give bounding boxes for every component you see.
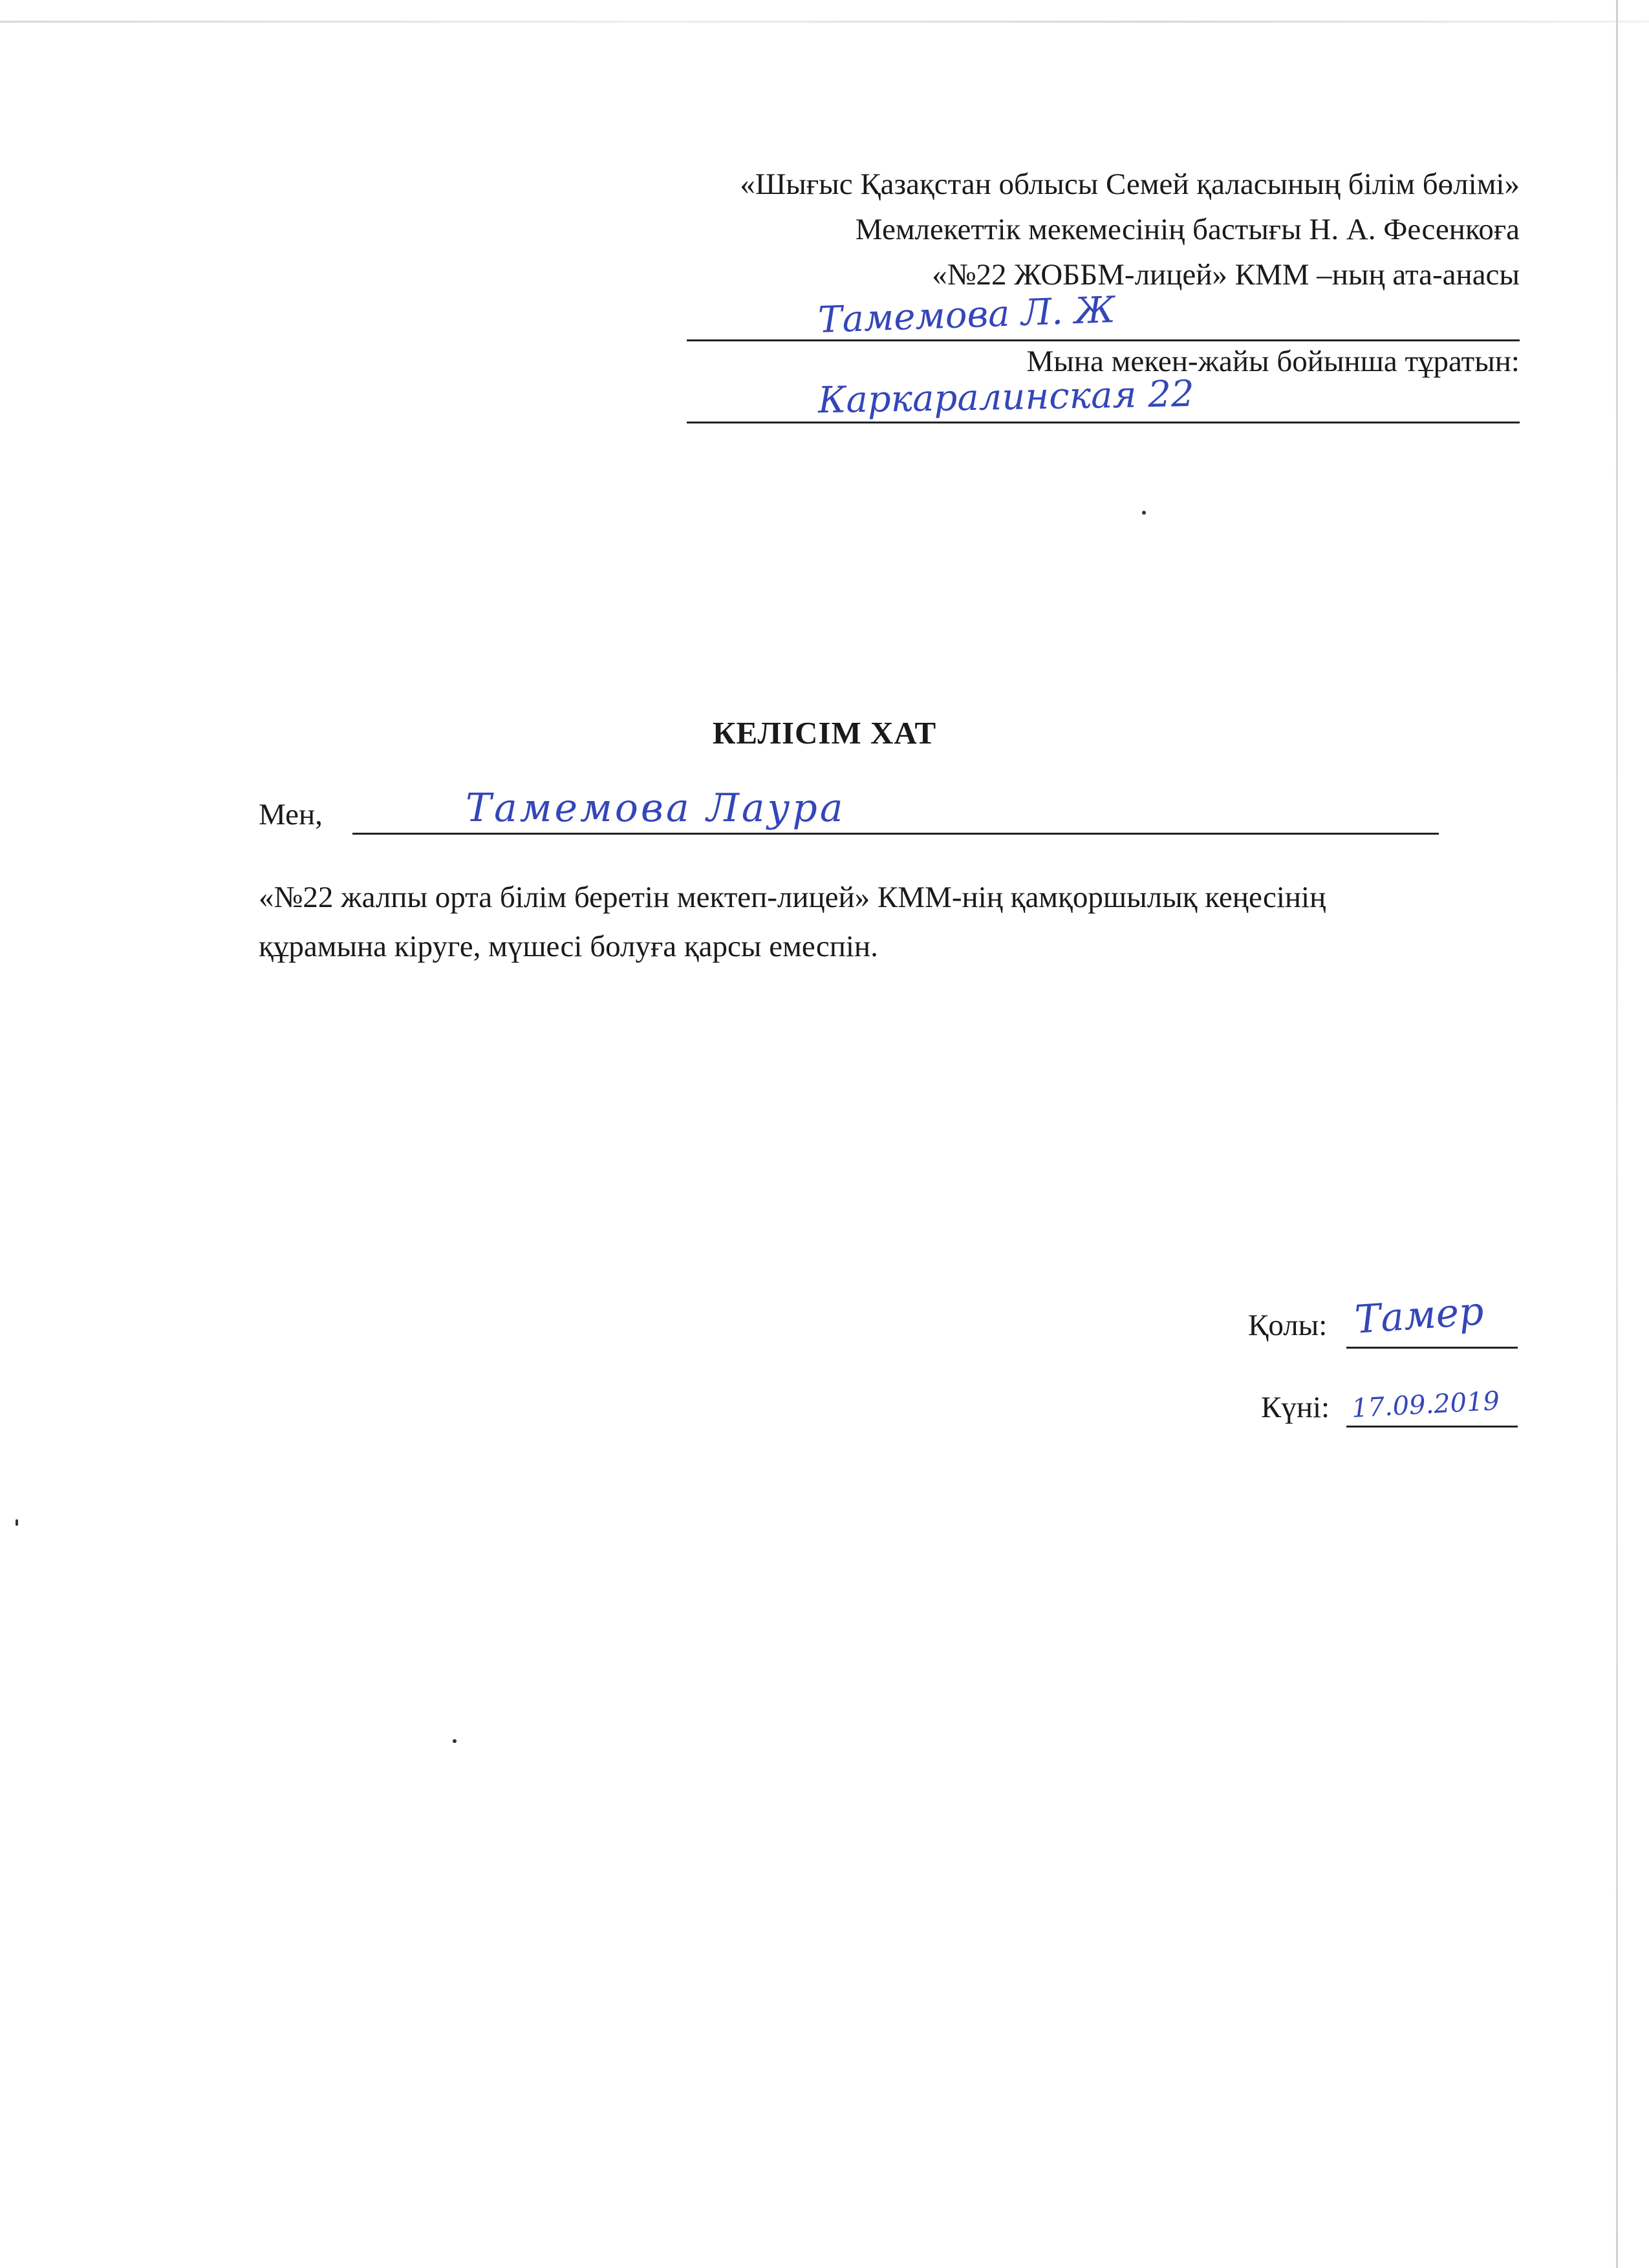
document-title: КЕЛІСІМ ХАТ — [712, 715, 937, 751]
addressee-line-2: Мемлекеттік мекемесінің бастығы Н. А. Фесенкоға — [855, 213, 1520, 246]
statement-body: «№22 жалпы орта білім беретін мектеп-лицей» КММ-нің қамқоршылық кеңесінің құрамына кіруге, мүшесі болуға қарсы емеспін. — [259, 881, 1326, 963]
date-line — [1346, 1426, 1518, 1428]
date-handwritten: 17.09.2019 — [1350, 1386, 1501, 1424]
parent-name-line — [687, 339, 1520, 341]
statement-name-line — [352, 833, 1439, 835]
scan-speck — [453, 1739, 457, 1743]
scan-edge-right — [1616, 0, 1618, 2268]
addressee-line-1: «Шығыс Қазақстан облысы Семей қаласының білім бөлімі» — [740, 167, 1520, 201]
signature-line — [1346, 1347, 1518, 1349]
address-label: Мына мекен-жайы бойынша тұратын: — [1026, 345, 1520, 378]
signature-handwritten: Тамер — [1353, 1289, 1485, 1343]
scan-speck — [1142, 511, 1146, 515]
signature-label: Қолы: — [1248, 1309, 1328, 1342]
address-handwritten: Каркаралинская 22 — [817, 372, 1195, 422]
statement-prefix: Мен, — [259, 798, 323, 831]
addressee-line-3: «№22 ЖОББМ-лицей» КММ –ның ата-анасы — [932, 258, 1520, 292]
scan-edge-top — [0, 21, 1649, 23]
addressee-block — [740, 162, 1520, 297]
statement-name-handwritten: Тамемова Лаура — [466, 786, 846, 831]
address-line — [687, 422, 1520, 423]
parent-name-handwritten: Тамемова Л. Ж — [817, 289, 1116, 341]
scan-speck — [16, 1519, 18, 1526]
date-label: Күні: — [1261, 1391, 1330, 1424]
